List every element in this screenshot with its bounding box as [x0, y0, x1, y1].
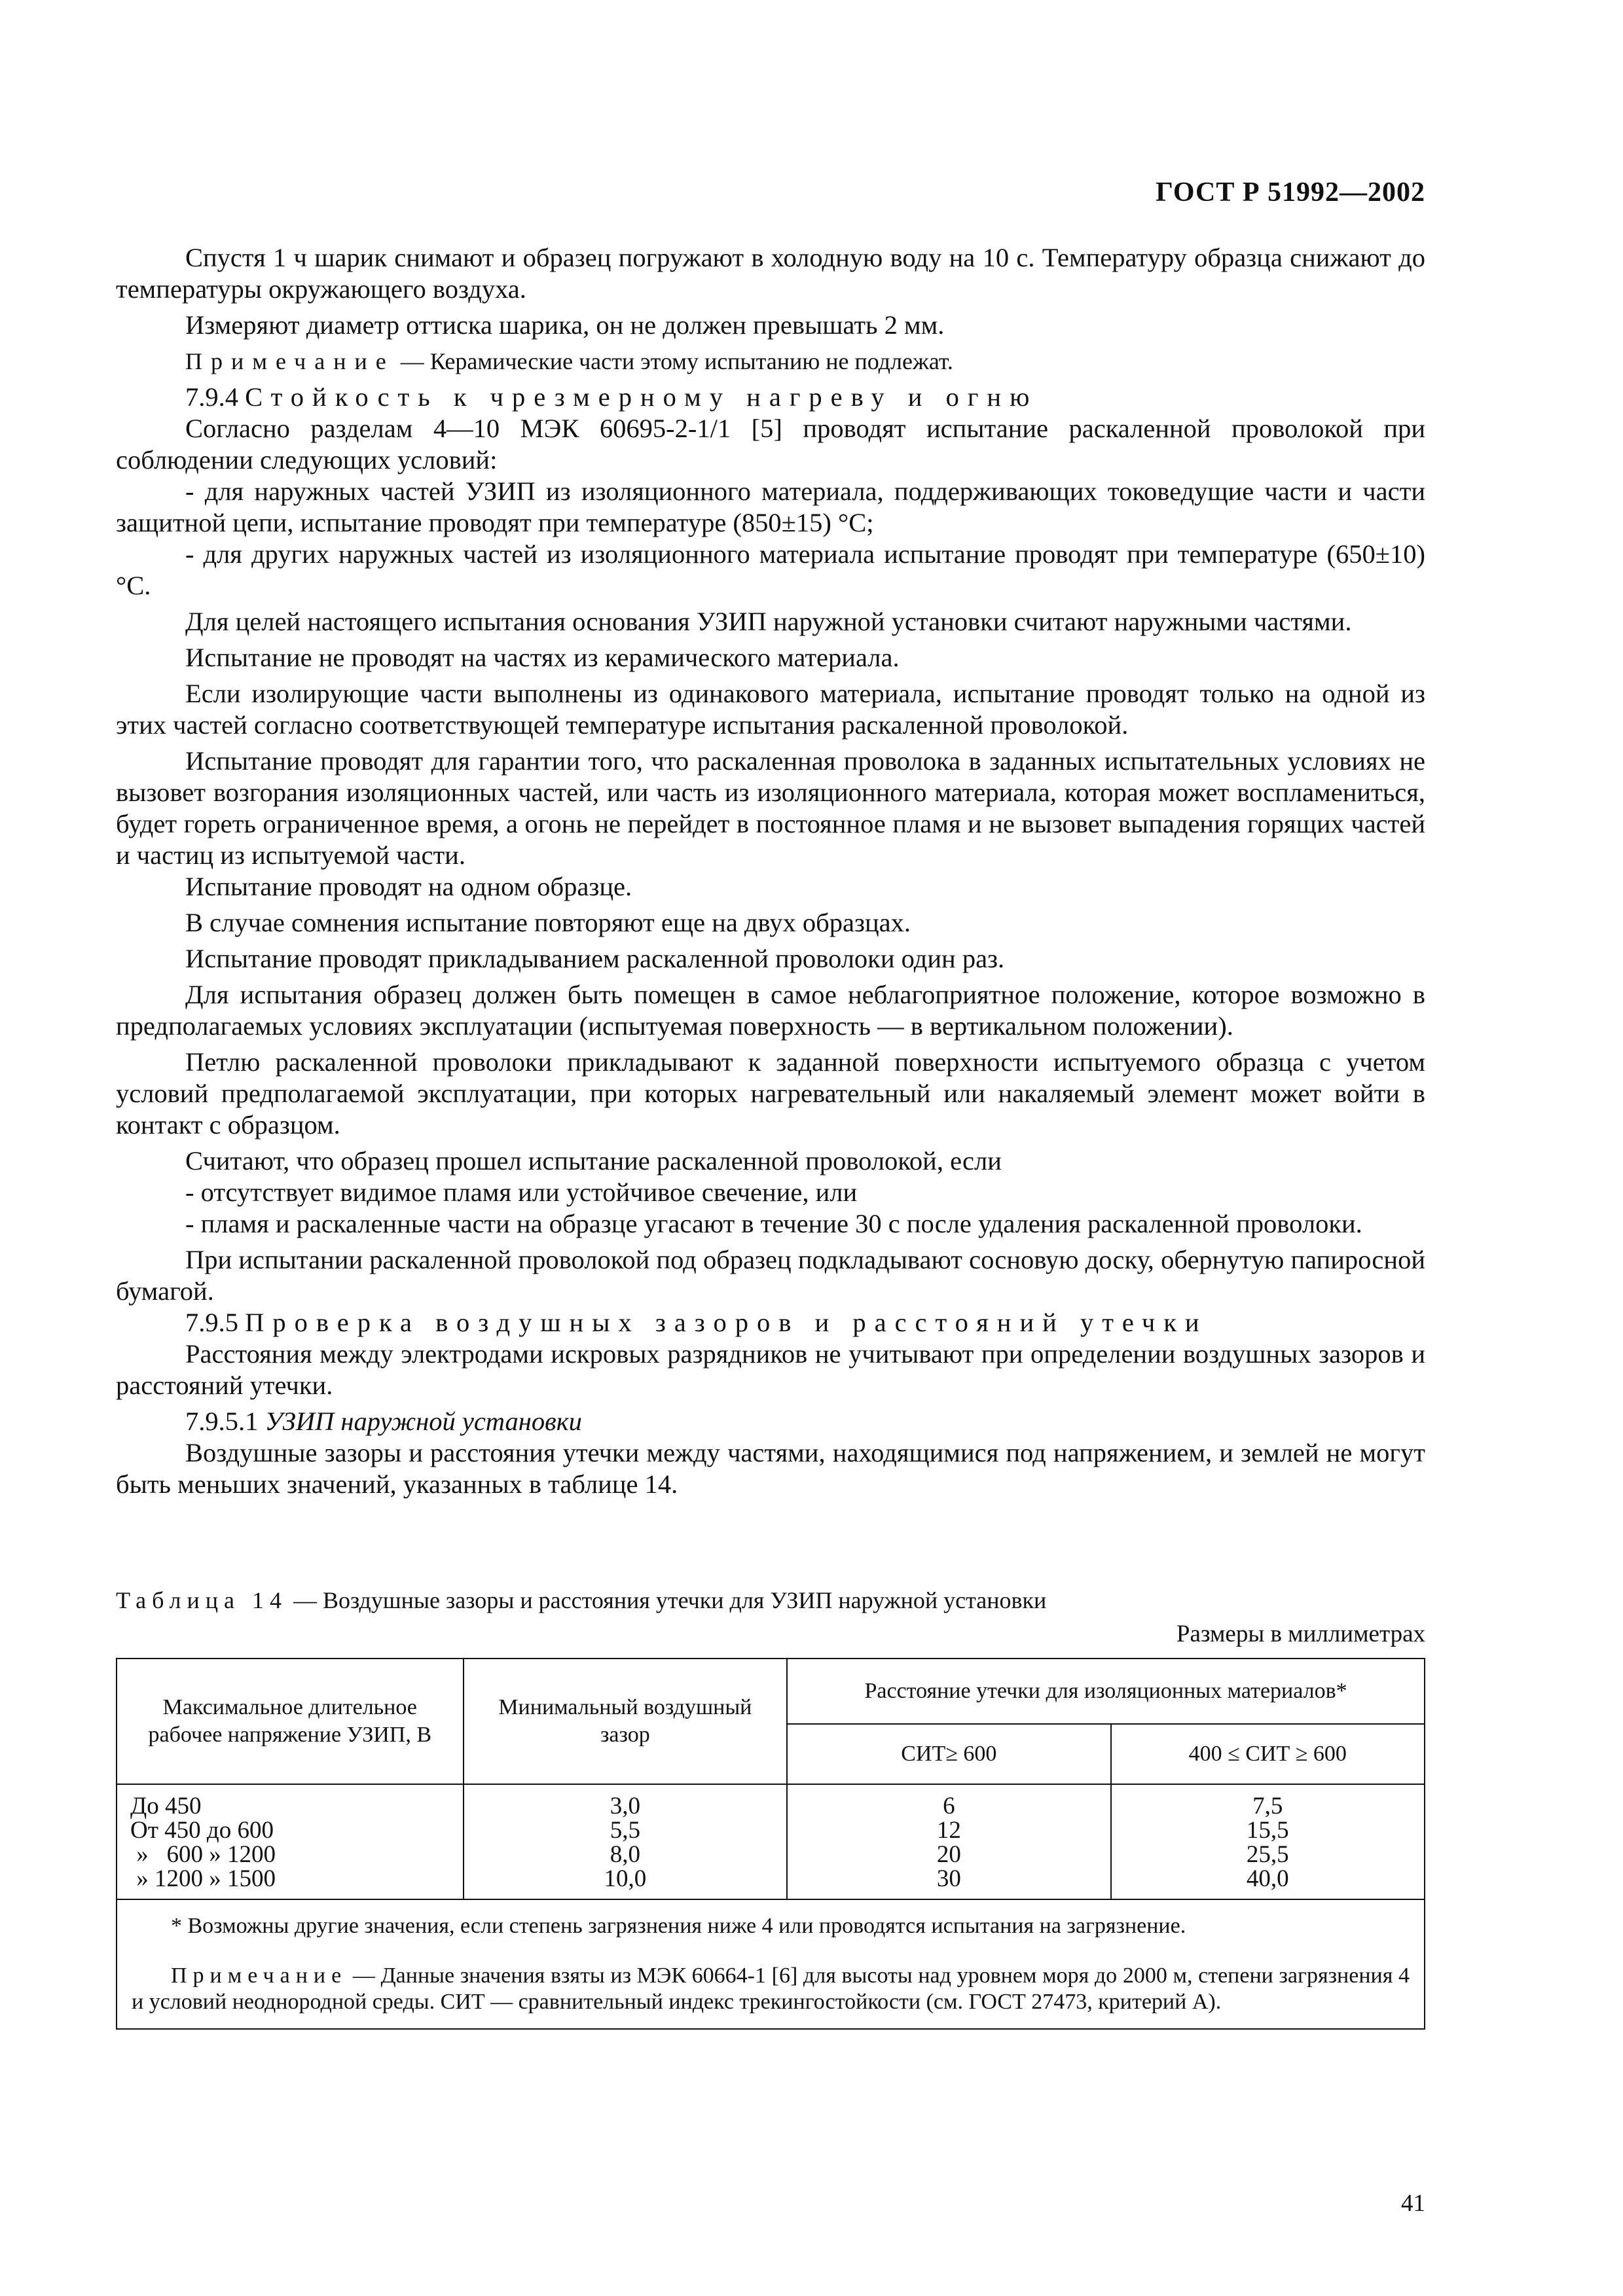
- table-cell: 30: [936, 1865, 961, 1892]
- note-label: Примечание: [185, 348, 395, 374]
- table-footer: [117, 1899, 1425, 2029]
- document-header: ГОСТ Р 51992—2002: [1156, 177, 1425, 207]
- voltage-column: [117, 1784, 464, 1899]
- table-cell: » 600 » 1200: [130, 1841, 276, 1868]
- list-item: - для других наружных частей из изоляционного материала испытание проводят при температуре (650±10) °С.: [116, 539, 1425, 600]
- table-cell: 20: [936, 1841, 961, 1868]
- section-number: 7.9.4: [185, 382, 246, 412]
- paragraph: Расстояния между электродами искровых разрядников не учитывают при определении воздушных зазоров и расстояний утечки.: [116, 1339, 1425, 1400]
- paragraph: Петлю раскаленной проволоки прикладывают к заданной поверхности испытуемого образца с учетом условий предполагаемой эксплуатации, при которых нагревательный или накаляемый элемент может войти в контакт с образцом.: [116, 1047, 1425, 1139]
- table-cell: 3,0: [610, 1793, 640, 1820]
- table-units: Размеры в миллиметрах: [1176, 1621, 1425, 1647]
- paragraph: Испытание проводят прикладыванием раскаленной проволоки один раз.: [185, 944, 1005, 973]
- table-cell: От 450 до 600: [130, 1817, 274, 1844]
- paragraph: Считают, что образец прошел испытание раскаленной проволокой, если: [185, 1146, 1002, 1175]
- list-item: - пламя и раскаленные части на образце угасают в течение 30 с после удаления раскаленной проволоки.: [185, 1209, 1362, 1238]
- header-cti-400-600: 400 ≤ СИТ ≥ 600: [1111, 1724, 1425, 1784]
- table-cell: 12: [936, 1817, 961, 1844]
- table-cell: 8,0: [610, 1841, 640, 1868]
- note-text: — Керамические части этому испытанию не подлежат.: [394, 348, 953, 374]
- table-cell: До 450: [130, 1793, 202, 1820]
- table-caption-text: — Воздушные зазоры и расстояния утечки для УЗИП наружной установки: [287, 1587, 1047, 1613]
- paragraph: Воздушные зазоры и расстояния утечки между частями, находящимися под напряжением, и землей не могут быть меньших значений, указанных в таблице 14.: [116, 1438, 1425, 1499]
- table-cell: 10,0: [604, 1865, 647, 1892]
- section-heading-7-9-4: [116, 382, 1425, 413]
- paragraph: Измеряют диаметр оттиска шарика, он не должен превышать 2 мм.: [185, 310, 945, 340]
- paragraph: Спустя 1 ч шарик снимают и образец погружают в холодную воду на 10 с. Температуру образца снижают до температуры окружающего воздуха.: [116, 243, 1425, 304]
- body-text: [116, 242, 1425, 1500]
- table-footnote: * Возможны другие значения, если степень загрязнения ниже 4 или проводятся испытания на загрязнение.: [171, 1914, 1186, 1938]
- section-heading-7-9-5-1: [116, 1406, 1425, 1437]
- section-title: Проверка воздушных зазоров и расстояний утечки: [245, 1308, 1208, 1337]
- table-cell: 6: [943, 1793, 955, 1820]
- table-notes: [117, 1899, 1425, 2029]
- paragraph: Испытание проводят на одном образце.: [185, 872, 632, 901]
- table-cell: 15,5: [1246, 1817, 1289, 1844]
- table-cell: 5,5: [610, 1817, 640, 1844]
- table-note-text: — Данные значения взяты из МЭК 60664-1 [6] для высоты над уровнем моря до 2000 м, степени загрязнения 4 и условий неоднородной среды. СИТ — сравнительный индекс трекингостойкости (см. ГОСТ 27473, критерий А).: [132, 1964, 1410, 2014]
- section-title: УЗИП наружной установки: [264, 1407, 582, 1436]
- list-item: - отсутствует видимое пламя или устойчивое свечение, или: [185, 1177, 858, 1207]
- paragraph: Испытание проводят для гарантии того, что раскаленная проволока в заданных испытательных условиях не вызовет возгорания изоляционных частей, или часть из изоляционного материала, которая может воспламениться, будет гореть ограниченное время, а огонь не перейдет в постоянное пламя и не вызовет выпадения горящих частей и частиц из испытуемой части.: [116, 746, 1425, 870]
- paragraph: Если изолирующие части выполнены из одинакового материала, испытание проводят только на одной из этих частей согласно соответствующей температуре испытания раскаленной проволокой.: [116, 679, 1425, 740]
- table-cell: 7,5: [1252, 1793, 1283, 1820]
- section-number: 7.9.5.1: [185, 1407, 265, 1436]
- list-item: - для наружных частей УЗИП из изоляционного материала, поддерживающих токоведущие части и части защитной цепи, испытание проводят при температуре (850±15) °С;: [116, 476, 1425, 537]
- section-title: Стойкость к чрезмерному нагреву и огню: [245, 382, 1038, 412]
- paragraph: Для испытания образец должен быть помещен в самое неблагоприятное положение, которое возможно в предполагаемых условиях эксплуатации (испытуемая поверхность — в вертикальном положении).: [116, 980, 1425, 1041]
- table-note: [132, 1963, 1410, 2015]
- header-creepage-group: Расстояние утечки для изоляционных материалов*: [787, 1659, 1425, 1724]
- header-min-clearance: Минимальный воздушный зазор: [464, 1659, 788, 1784]
- header-max-voltage: Максимальное длительное рабочее напряжение УЗИП, В: [117, 1659, 464, 1784]
- cti-400-600-column: [1111, 1784, 1425, 1899]
- paragraph: Для целей настоящего испытания основания УЗИП наружной установки считают наружными частями.: [185, 607, 1352, 636]
- paragraph: В случае сомнения испытание повторяют еще на двух образцах.: [185, 908, 911, 937]
- section-heading-7-9-5: [116, 1307, 1425, 1338]
- clearance-column: [464, 1784, 788, 1899]
- table-cell: » 1200 » 1500: [130, 1865, 276, 1892]
- paragraph: При испытании раскаленной проволокой под образец подкладывают сосновую доску, обернутую папиросной бумагой.: [116, 1245, 1425, 1306]
- table-cell: 25,5: [1246, 1841, 1289, 1868]
- table-caption: [116, 1587, 1046, 1614]
- note: [116, 346, 1425, 377]
- page-number: 41: [1401, 2190, 1425, 2217]
- section-number: 7.9.5: [185, 1308, 246, 1337]
- table-note-label: Примечание: [171, 1964, 348, 1988]
- table-data-row: [117, 1784, 1425, 1899]
- header-cti-600: СИТ≥ 600: [787, 1724, 1110, 1784]
- table-14: [116, 1658, 1425, 2030]
- cti-600-column: [787, 1784, 1110, 1899]
- table-cell: 40,0: [1246, 1865, 1289, 1892]
- paragraph: Согласно разделам 4—10 МЭК 60695-2-1/1 [5] проводят испытание раскаленной проволокой при соблюдении следующих условий:: [116, 414, 1425, 475]
- paragraph: Испытание не проводят на частях из керамического материала.: [185, 643, 900, 672]
- table-caption-label: Таблица 14: [116, 1587, 287, 1613]
